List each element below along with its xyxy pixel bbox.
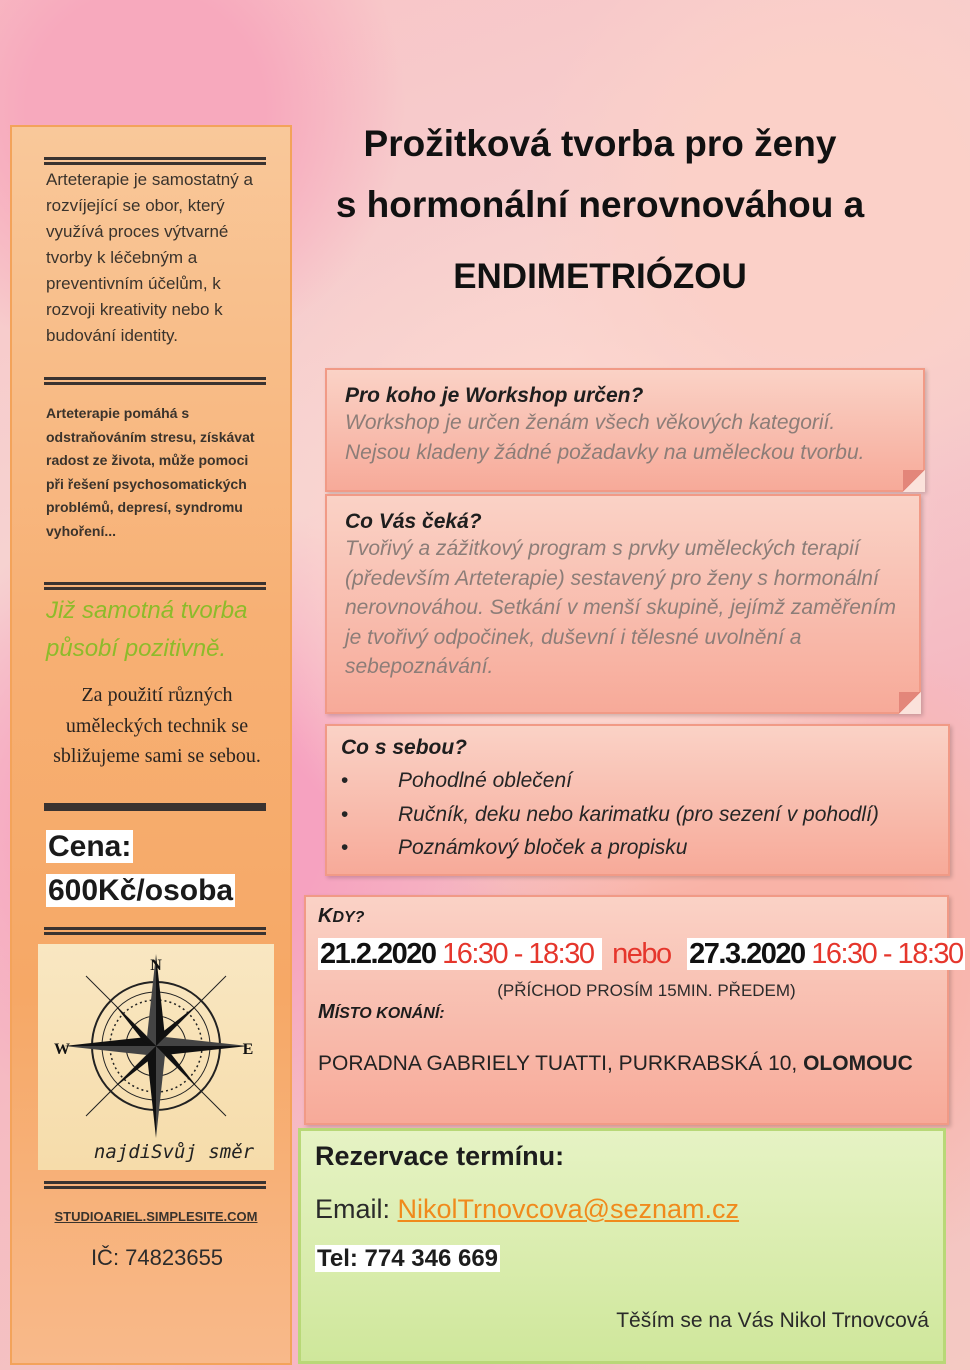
sidebar-quote — [46, 592, 268, 668]
list-item: • Pohodlné oblečení — [341, 764, 934, 798]
or-label: nebo — [612, 938, 671, 970]
audience-box — [325, 368, 925, 492]
logo-caption: najdiSvůj směr — [93, 1141, 255, 1163]
place-heading: MÍSTO KONÁNÍ: — [318, 1001, 445, 1023]
company-id: IČ: 74823655 — [90, 1245, 224, 1270]
phone-number: Tel: 774 346 669 — [317, 1245, 499, 1272]
title-line: ENDIMETRIÓZOU — [453, 257, 747, 296]
sidebar-benefits: Arteterapie pomáhá s odstraňováním stresu, získávat radost ze života, může pomoci při řešení psychosomatických problémů, depresí, syndromu vyhoření... — [46, 405, 255, 539]
time-1: 16:30 - 18:30 — [442, 938, 594, 970]
program-text: Tvořivý a zážitkový program s prvky uměleckých terapií (především Arteterapie) sestavený pro ženy s hormonální nerovnováhou. Setkání v menší skupině, jejímž zaměřením je tvořivý odpočinek, duševní i tělesné uvolnění a sebepoznávání. — [345, 537, 896, 678]
reservation-box — [298, 1128, 946, 1364]
sidebar-intro: Arteterapie je samostatný a rozvíjející se obor, který využívá proces výtvarné tvorby k léčebným a preventivním účelům, k rozvoji kreativity nebo k budování identity. — [46, 170, 253, 345]
program-box — [325, 494, 921, 714]
arrival-note: (PŘÍCHOD PROSÍM 15MIN. PŘEDEM) — [497, 981, 796, 1000]
compass-logo — [38, 944, 274, 1170]
list-item: • Poznámkový bloček a propisku — [341, 831, 934, 865]
quote-line: působí pozitivně. — [46, 635, 227, 662]
title-line: Prožitková tvorba pro ženy — [363, 123, 837, 164]
page-title — [300, 113, 900, 307]
list-item: • Ručník, deku nebo karimatku (pro sezení v pohodlí) — [341, 798, 934, 832]
email-row — [315, 1194, 929, 1225]
compass-w-label: W — [54, 1041, 70, 1058]
date-1: 21.2.2020 — [320, 938, 436, 970]
time-2: 16:30 - 18:30 — [811, 938, 963, 970]
email-label: Email: — [315, 1194, 398, 1224]
bring-heading: Co s sebou? — [341, 736, 468, 759]
reservation-heading: Rezervace termínu: — [315, 1141, 565, 1171]
compass-e-label: E — [242, 1041, 254, 1058]
phone-row — [315, 1245, 929, 1273]
price-label: Cena: — [48, 830, 132, 863]
compass-icon — [38, 944, 274, 1170]
email-link[interactable]: NikolTrnovcova@seznam.cz — [397, 1194, 740, 1224]
city: OLOMOUC — [803, 1052, 913, 1075]
price-block — [46, 825, 268, 913]
address: PORADNA GABRIELY TUATTI, PURKRABSKÁ 10, OLOMOUC — [318, 1052, 913, 1075]
audience-text: Workshop je určen ženám všech věkových kategorií. Nejsou kladeny žádné požadavky na uměleckou tvorbu. — [345, 411, 865, 464]
schedule-box — [304, 895, 963, 1125]
bring-box — [325, 724, 950, 876]
page-fold — [903, 470, 925, 492]
compass-n-label: N — [150, 957, 162, 974]
divider — [44, 582, 266, 590]
program-heading: Co Vás čeká? — [345, 510, 482, 533]
divider — [44, 803, 266, 811]
date-2: 27.3.2020 — [689, 938, 805, 970]
when-heading: KDY? — [318, 905, 365, 927]
divider — [44, 1181, 266, 1189]
sidebar-techniques: Za použití různých uměleckých technik se sbližujeme sami se sebou. — [53, 684, 261, 767]
page-fold — [899, 692, 921, 714]
dates-row — [318, 938, 963, 971]
divider — [44, 157, 266, 165]
sidebar — [10, 125, 292, 1365]
title-line: s hormonální nerovnováhou a — [335, 184, 865, 225]
divider — [44, 377, 266, 385]
divider — [44, 927, 266, 935]
signature: Těším se na Vás Nikol Trnovcová — [616, 1309, 929, 1332]
audience-heading: Pro koho je Workshop určen? — [345, 384, 644, 407]
price-value: 600Kč/osoba — [48, 874, 234, 907]
website-link[interactable]: STUDIOARIEL.SIMPLESITE.COM — [54, 1209, 258, 1224]
quote-line: Již samotná tvorba — [46, 597, 248, 624]
bring-list — [341, 764, 934, 865]
